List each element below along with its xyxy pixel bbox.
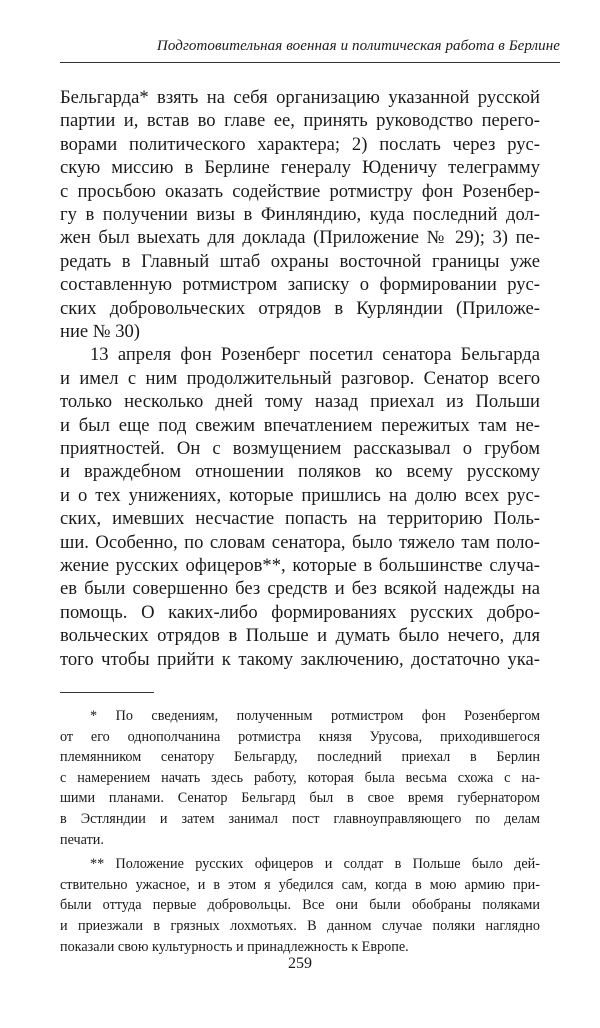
body-line: и имел с ним продолжительный разговор. Сенатор всего xyxy=(60,367,540,389)
body-line: только несколько дней тому назад приехал из Польши xyxy=(60,391,540,413)
body-line: с просьбою оказать содействие ротмистру фон Розенбер- xyxy=(60,180,540,202)
footnote-line: ** Положение русских офицеров и солдат в Польше было дей- xyxy=(90,856,540,873)
footnote-line: показали свою культурность и принадлежность к Европе. xyxy=(60,938,409,955)
body-line: ских добровольческих отрядов в Курляндии (Приложе- xyxy=(60,297,540,319)
footnote-line: были оттуда первые добровольцы. Все они были обобраны поляками xyxy=(60,897,540,914)
body-line: ворами политического характера; 2) послать через рус- xyxy=(60,133,540,155)
body-line: ши. Особенно, по словам сенатора, было тяжело там поло- xyxy=(60,531,540,553)
body-line: 13 апреля фон Розенберг посетил сенатора Бельгарда xyxy=(90,344,540,366)
header-rule xyxy=(60,62,560,63)
body-line: ние № 30) xyxy=(60,321,140,342)
body-line: составленную ротмистром записку о формировании рус- xyxy=(60,274,540,296)
running-header: Подготовительная военная и политическая работа в Берлине xyxy=(156,38,560,54)
footnote-line: и приезжали в грязных лохмотьях. В данном случае поляки наглядно xyxy=(60,918,540,934)
footnote-line: племянником сенатору Бельгарду, последний приехал в Берлин xyxy=(60,749,540,766)
footnote-line: от его однополчанина ротмистра князя Урусова, приходившегося xyxy=(60,728,540,745)
body-line: помощь. О каких-либо формированиях русских добро- xyxy=(60,601,540,623)
body-line: жен был выехать для доклада (Приложение № 29); 3) пе- xyxy=(60,227,540,249)
body-line: и был еще под свежим впечатлением пережитых там не- xyxy=(60,414,540,436)
body-line: редать в Главный штаб охраны восточной границы уже xyxy=(60,250,540,272)
body-line: приятностей. Он с возмущением рассказывал о грубом xyxy=(60,438,540,459)
footnote-line: ствительно ужасное, и в этом я убедился сам, когда в мою армию при- xyxy=(60,876,540,893)
body-line: ских, имевших несчастие попасть на территорию Поль- xyxy=(60,508,540,530)
page-number: 259 xyxy=(288,955,312,972)
body-line: скую миссию в Берлине генералу Юденичу телеграмму xyxy=(60,157,540,179)
footnote-rule xyxy=(60,692,154,693)
body-line: гу в получении визы в Финляндию, куда последний дол- xyxy=(60,204,540,225)
body-line: вольческих отрядов в Польше и думать было нечего, для xyxy=(60,625,540,647)
body-line: и враждебном отношении поляков ко всему русскому xyxy=(60,461,540,483)
body-line: Бельгарда* взять на себя организацию указанной русской xyxy=(60,87,540,108)
footnote-line: * По сведениям, полученным ротмистром фон Розенбергом xyxy=(90,708,540,724)
body-line: ев были совершенно без средств и без всякой надежды на xyxy=(60,578,540,600)
body-line: того чтобы прийти к такому заключению, достаточно ука- xyxy=(60,648,540,670)
footnote-line: с намерением начать здесь работу, которая была весьма схожа с на- xyxy=(60,769,540,786)
body-line: и о тех унижениях, которые пришлись на долю всех рус- xyxy=(60,484,540,506)
body-line: жение русских офицеров**, которые в большинстве случа- xyxy=(60,555,540,576)
footnote-line: шими планами. Сенатор Бельгард был в свое время губернатором xyxy=(60,790,540,807)
footnote-line: печати. xyxy=(60,831,104,848)
footnote-line: в Эстляндии и затем занимал пост главноуправляющего по делам xyxy=(60,811,540,827)
body-line: партии и, встав во главе ее, принять руководство перего- xyxy=(60,110,540,132)
